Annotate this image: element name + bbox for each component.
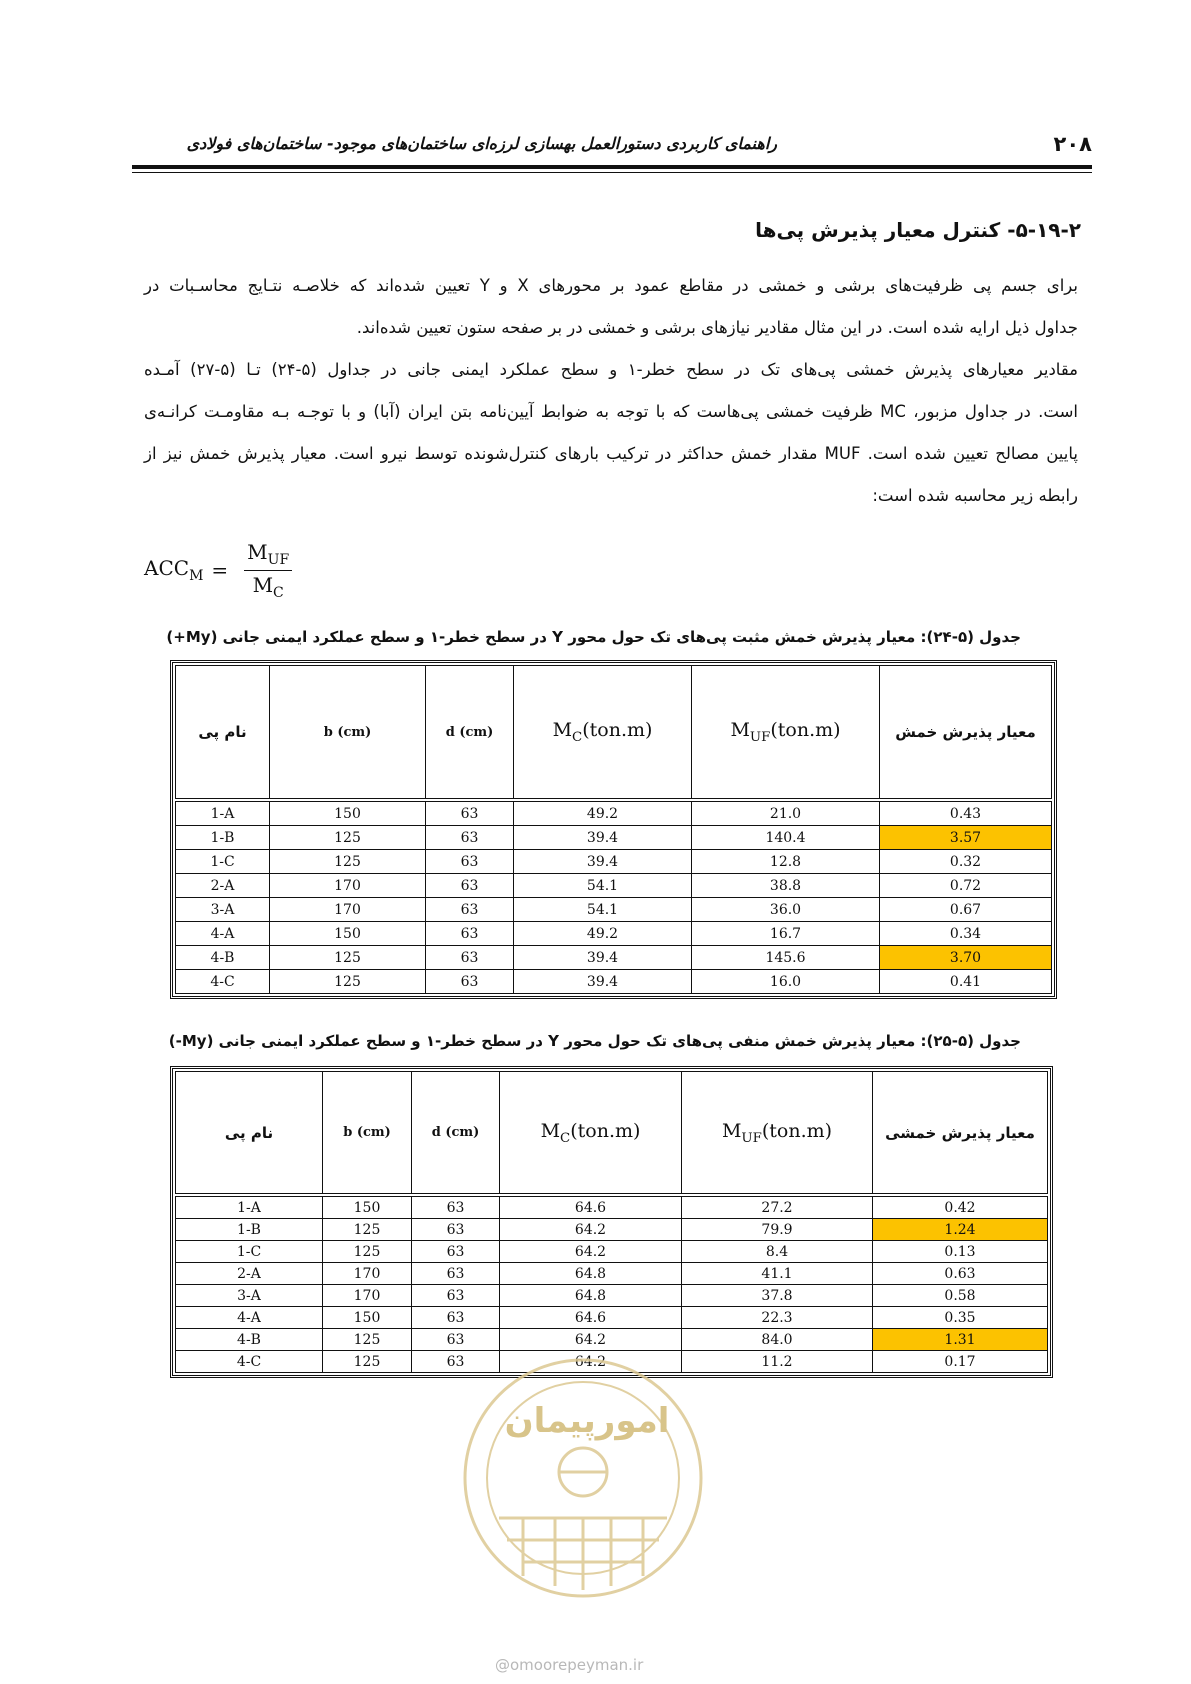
formula-denominator: $M_C$ — [252, 572, 284, 601]
table-row — [176, 1263, 1048, 1285]
cell-b: 150 — [270, 922, 426, 946]
paragraph-line: مقادیر معیارهای پذیرش خمشی پی‌های تک در سطح خطر-۱ و سطح عملکرد ایمنی جانی در جداول (۵-۲۴) تـا (۵-۲۷) آمـده — [144, 360, 1079, 379]
cell-mc: 64.2 — [500, 1351, 682, 1373]
cell-d: 63 — [412, 1219, 500, 1241]
table-row — [176, 874, 1052, 898]
watermark-seal — [459, 1350, 707, 1610]
cell-name: 1-C — [176, 850, 270, 874]
cell-b: 125 — [270, 970, 426, 994]
table-row — [176, 1329, 1048, 1351]
cell-acc: 0.35 — [873, 1307, 1048, 1329]
cell-name: 1-A — [176, 802, 270, 826]
cell-name: 4-B — [176, 1329, 323, 1351]
col-header-b: b (cm) — [270, 666, 426, 799]
cell-acc: 0.42 — [873, 1197, 1048, 1219]
col-header-acceptance: معیار پذیرش خمشی — [873, 1072, 1048, 1194]
cell-mc: 39.4 — [514, 826, 692, 850]
cell-b: 125 — [270, 946, 426, 970]
cell-b: 125 — [323, 1241, 412, 1263]
cell-b: 125 — [323, 1329, 412, 1351]
cell-acc: 0.43 — [880, 802, 1052, 826]
cell-mc: 49.2 — [514, 922, 692, 946]
table-row — [176, 922, 1052, 946]
cell-acc: 0.72 — [880, 874, 1052, 898]
cell-d: 63 — [412, 1351, 500, 1373]
cell-name: 2-A — [176, 874, 270, 898]
cell-name: 3-A — [176, 898, 270, 922]
cell-mc: 49.2 — [514, 802, 692, 826]
cell-d: 63 — [412, 1307, 500, 1329]
table-row — [176, 898, 1052, 922]
cell-muf: 84.0 — [682, 1329, 873, 1351]
section-title: ۵-۱۹-۲- کنترل معیار پذیرش پی‌ها — [755, 218, 1081, 242]
page-header — [134, 132, 1092, 158]
watermark-site: @omoorepeyman.ir — [495, 1656, 644, 1674]
cell-b: 150 — [323, 1307, 412, 1329]
cell-b: 125 — [323, 1219, 412, 1241]
cell-muf: 21.0 — [692, 802, 880, 826]
formula-equals: = — [211, 558, 229, 582]
cell-muf: 11.2 — [682, 1351, 873, 1373]
cell-muf: 145.6 — [692, 946, 880, 970]
paragraph-line: جداول ذیل ارایه شده است. در این مثال مقادیر نیازهای برشی و خمشی در بر صفحه ستون تعیین شده‌اند. — [356, 318, 1078, 337]
formula-fraction — [244, 540, 292, 601]
paragraph-line: برای جسم پی ظرفیت‌های برشی و خمشی در مقاطع عمود بر محورهای X و Y تعیین شده‌اند که خلاصـه نتـایج محاسـبات در — [144, 276, 1078, 295]
cell-b: 170 — [270, 874, 426, 898]
cell-b: 170 — [270, 898, 426, 922]
cell-acc: 3.70 — [880, 946, 1052, 970]
cell-name: 4-A — [176, 1307, 323, 1329]
cell-mc: 64.2 — [500, 1329, 682, 1351]
col-header-muf: $M_{UF}(ton.m)$ — [682, 1072, 873, 1194]
cell-name: 1-B — [176, 826, 270, 850]
cell-acc: 0.41 — [880, 970, 1052, 994]
cell-mc: 64.2 — [500, 1241, 682, 1263]
cell-acc: 1.24 — [873, 1219, 1048, 1241]
cell-d: 63 — [426, 850, 514, 874]
cell-name: 1-A — [176, 1197, 323, 1219]
table-row — [176, 850, 1052, 874]
table-row — [176, 970, 1052, 994]
cell-acc: 0.58 — [873, 1285, 1048, 1307]
cell-name: 4-C — [176, 1351, 323, 1373]
cell-muf: 16.0 — [692, 970, 880, 994]
cell-muf: 79.9 — [682, 1219, 873, 1241]
paragraph-line: رابطه زیر محاسبه شده است: — [872, 486, 1078, 505]
cell-name: 2-A — [176, 1263, 323, 1285]
cell-mc: 54.1 — [514, 874, 692, 898]
cell-muf: 140.4 — [692, 826, 880, 850]
cell-d: 63 — [426, 970, 514, 994]
cell-muf: 16.7 — [692, 922, 880, 946]
cell-mc: 39.4 — [514, 970, 692, 994]
table-row — [176, 802, 1052, 826]
cell-name: 4-C — [176, 970, 270, 994]
seal-text: امورپیمان — [504, 1401, 670, 1441]
table-row — [176, 1285, 1048, 1307]
cell-d: 63 — [426, 874, 514, 898]
cell-mc: 39.4 — [514, 850, 692, 874]
header-rule-thick — [132, 165, 1092, 169]
cell-b: 150 — [270, 802, 426, 826]
cell-mc: 64.6 — [500, 1197, 682, 1219]
cell-b: 150 — [323, 1197, 412, 1219]
cell-acc: 1.31 — [873, 1329, 1048, 1351]
cell-d: 63 — [426, 946, 514, 970]
formula-lhs: $ACC_M$ — [144, 556, 204, 584]
cell-mc: 64.2 — [500, 1219, 682, 1241]
table-row — [176, 1307, 1048, 1329]
cell-muf: 8.4 — [682, 1241, 873, 1263]
col-header-b: b (cm) — [323, 1072, 412, 1194]
cell-name: 4-A — [176, 922, 270, 946]
cell-name: 1-C — [176, 1241, 323, 1263]
col-header-mc: $M_C(ton.m)$ — [500, 1072, 682, 1194]
cell-muf: 37.8 — [682, 1285, 873, 1307]
cell-muf: 36.0 — [692, 898, 880, 922]
cell-muf: 12.8 — [692, 850, 880, 874]
cell-mc: 54.1 — [514, 898, 692, 922]
cell-name: 1-B — [176, 1219, 323, 1241]
table-row — [176, 946, 1052, 970]
cell-mc: 64.8 — [500, 1263, 682, 1285]
cell-b: 125 — [270, 850, 426, 874]
col-header-mc: $M_C(ton.m)$ — [514, 666, 692, 799]
cell-d: 63 — [426, 922, 514, 946]
cell-name: 3-A — [176, 1285, 323, 1307]
running-title: راهنمای کاربردی دستورالعمل بهسازی لرزه‌ای ساختمان‌های موجود- ساختمان‌های فولادی — [186, 134, 777, 153]
col-header-d: d (cm) — [426, 666, 514, 799]
table-row — [176, 826, 1052, 850]
table1 — [170, 660, 1057, 999]
paragraph-line: پایین مصالح تعیین شده است. MUF مقدار خمش حداکثر در ترکیب بارهای کنترل‌شونده توسط نیرو است. معیار پذیرش خمش نیز از — [144, 444, 1078, 463]
cell-acc: 0.63 — [873, 1263, 1048, 1285]
paragraph-line: است. در جداول مزبور، MC ظرفیت خمشی پی‌هاست که با توجه به ضوابط آیین‌نامه بتن ایران (آبا) و با توجـه بـه مقاومـت کرانـه‌ی — [144, 402, 1079, 421]
cell-muf: 27.2 — [682, 1197, 873, 1219]
cell-acc: 0.32 — [880, 850, 1052, 874]
table1-caption: جدول (۵-۲۴): معیار پذیرش خمش مثبت پی‌های تک حول محور Y در سطح خطر-۱ و سطح عملکرد ایمنی جانی (My+) — [166, 628, 1021, 646]
cell-muf: 22.3 — [682, 1307, 873, 1329]
cell-acc: 0.34 — [880, 922, 1052, 946]
table2-caption: جدول (۵-۲۵): معیار پذیرش خمش منفی پی‌های تک حول محور Y در سطح خطر-۱ و سطح عملکرد ایمنی جانی (My-) — [168, 1032, 1021, 1050]
cell-acc: 0.17 — [873, 1351, 1048, 1373]
cell-d: 63 — [412, 1285, 500, 1307]
col-header-name: نام پی — [176, 666, 270, 799]
col-header-d: d (cm) — [412, 1072, 500, 1194]
cell-d: 63 — [412, 1241, 500, 1263]
formula-numerator: $M_{UF}$ — [244, 540, 292, 571]
cell-d: 63 — [426, 826, 514, 850]
page-number: ۲۰۸ — [1053, 132, 1092, 156]
cell-acc: 0.13 — [873, 1241, 1048, 1263]
header-rule-thin — [132, 172, 1092, 173]
cell-name: 4-B — [176, 946, 270, 970]
cell-b: 170 — [323, 1263, 412, 1285]
col-header-muf: $M_{UF}(ton.m)$ — [692, 666, 880, 799]
cell-b: 125 — [323, 1351, 412, 1373]
cell-d: 63 — [426, 802, 514, 826]
cell-d: 63 — [412, 1329, 500, 1351]
cell-mc: 39.4 — [514, 946, 692, 970]
table-row — [176, 1241, 1048, 1263]
cell-muf: 38.8 — [692, 874, 880, 898]
table2 — [170, 1066, 1053, 1378]
cell-d: 63 — [412, 1263, 500, 1285]
cell-acc: 0.67 — [880, 898, 1052, 922]
table-row — [176, 1197, 1048, 1219]
cell-mc: 64.8 — [500, 1285, 682, 1307]
cell-b: 170 — [323, 1285, 412, 1307]
cell-mc: 64.6 — [500, 1307, 682, 1329]
col-header-name: نام پی — [176, 1072, 323, 1194]
table-row — [176, 1219, 1048, 1241]
col-header-acceptance: معیار پذیرش خمش — [880, 666, 1052, 799]
cell-d: 63 — [412, 1197, 500, 1219]
cell-d: 63 — [426, 898, 514, 922]
acceptance-formula — [144, 538, 292, 602]
cell-muf: 41.1 — [682, 1263, 873, 1285]
cell-acc: 3.57 — [880, 826, 1052, 850]
cell-b: 125 — [270, 826, 426, 850]
